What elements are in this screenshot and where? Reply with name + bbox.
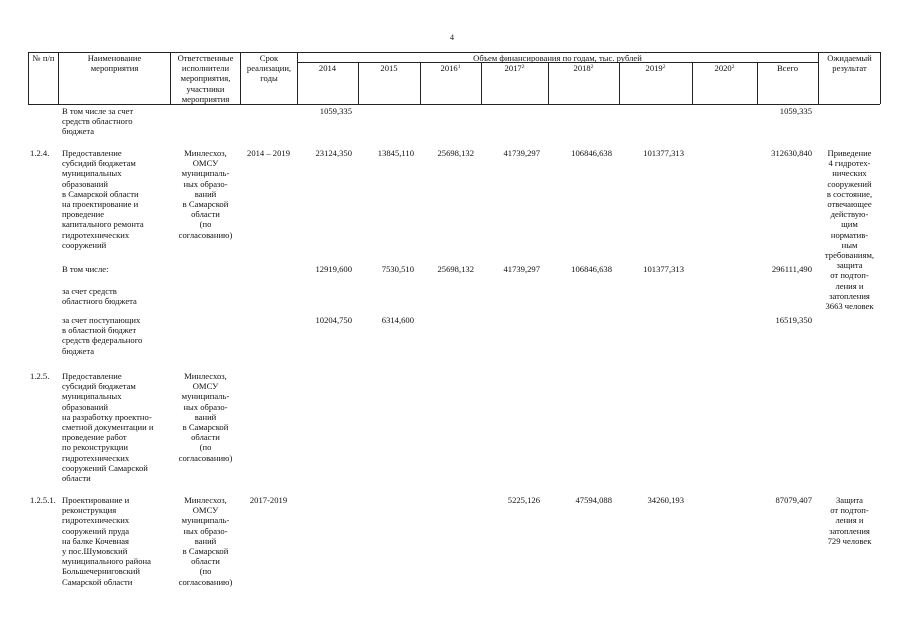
row-result: ным bbox=[841, 239, 858, 250]
row-value: 13845,110 bbox=[377, 148, 414, 158]
row-name: муниципальных bbox=[62, 391, 122, 402]
row-total: 312630,840 bbox=[771, 148, 812, 158]
row-name: сооружений Самарской bbox=[62, 462, 148, 473]
row-responsible: согласованию) bbox=[178, 229, 233, 240]
header-responsible: исполнители bbox=[181, 63, 230, 74]
header-year bbox=[358, 63, 420, 73]
row-name: сооружений пруда bbox=[62, 525, 130, 536]
header-year-label: 2016 bbox=[440, 63, 458, 73]
row-value: 12919,600 bbox=[315, 264, 352, 274]
row-result: Защита bbox=[835, 495, 863, 505]
row-name: Самарской области bbox=[62, 576, 133, 587]
row-responsible: (по bbox=[199, 442, 212, 453]
row-name: капитального ремонта bbox=[62, 219, 144, 230]
header-year-footnote: 2 bbox=[590, 64, 594, 70]
row-responsible: ных образо- bbox=[183, 525, 228, 536]
row-value: 106846,638 bbox=[571, 264, 612, 274]
row-result: нических bbox=[832, 168, 867, 179]
row-value: 25698,132 bbox=[437, 264, 474, 274]
header-year-label: 2018 bbox=[573, 63, 591, 73]
row-number: 1.2.4. bbox=[30, 148, 50, 158]
row-result: действую- bbox=[830, 209, 869, 220]
row-name: проведение работ bbox=[62, 432, 127, 443]
header-term: реализации, bbox=[246, 63, 292, 74]
row-responsible: ных образо- bbox=[183, 178, 228, 189]
row-name: образований bbox=[62, 401, 108, 412]
row-number: 1.2.5.1. bbox=[30, 495, 56, 505]
header-year-label: 2019 bbox=[645, 63, 663, 73]
row-name: на проектирование и bbox=[62, 199, 139, 209]
row-name: проведение bbox=[62, 209, 105, 220]
row-value: 25698,132 bbox=[437, 148, 474, 158]
row-result: от подтоп- bbox=[830, 505, 869, 516]
header-year bbox=[481, 63, 548, 73]
header-name: мероприятия bbox=[90, 63, 139, 74]
row-responsible: муниципаль- bbox=[181, 391, 230, 402]
row-result: в состояние, bbox=[826, 188, 873, 199]
row-value: 47594,088 bbox=[575, 495, 612, 505]
row-name: В том числе: bbox=[62, 264, 109, 274]
row-name: гидротехнических bbox=[62, 229, 130, 240]
row-responsible: ОМСУ bbox=[192, 505, 219, 516]
row-name: области bbox=[62, 473, 91, 483]
row-term: 2014 – 2019 bbox=[247, 148, 290, 158]
row-responsible: Минлесхоз, bbox=[184, 371, 227, 381]
header-year bbox=[297, 63, 358, 73]
header-responsible: мероприятия, bbox=[180, 73, 231, 84]
row-result: затопления bbox=[829, 290, 870, 301]
row-name: сооружений bbox=[62, 239, 107, 250]
row-name: на разработку проектно- bbox=[62, 411, 152, 422]
row-name: в областной бюджет bbox=[62, 325, 137, 336]
header-year-footnote: 1 bbox=[457, 64, 461, 70]
row-name: за счет поступающих bbox=[62, 315, 141, 325]
header-name: Наименование bbox=[87, 53, 142, 63]
row-value-2014: 1059,335 bbox=[319, 106, 352, 116]
row-name: субсидий бюджетам bbox=[62, 381, 136, 392]
row-responsible: в Самарской bbox=[182, 199, 229, 209]
header-year-label: 2015 bbox=[380, 63, 398, 73]
row-result: затопления bbox=[829, 525, 870, 536]
row-responsible: в Самарской bbox=[182, 546, 229, 556]
row-name: муниципального района bbox=[62, 556, 151, 567]
row-responsible: ваний bbox=[194, 535, 217, 546]
row-name: на балке Кочевная bbox=[62, 535, 129, 546]
row-name: средств федерального bbox=[62, 335, 143, 346]
header-term: годы bbox=[260, 73, 278, 84]
row-name: образований bbox=[62, 178, 108, 189]
row-value: 106846,638 bbox=[571, 148, 612, 158]
row-name: реконструкция bbox=[62, 505, 117, 516]
row-result: ления и bbox=[835, 515, 864, 526]
row-name: сметной документации и bbox=[62, 422, 154, 432]
row-responsible: согласованию) bbox=[178, 452, 233, 463]
row-name: бюджета bbox=[62, 126, 95, 137]
row-responsible: муниципаль- bbox=[181, 515, 230, 526]
header-responsible: участники bbox=[186, 83, 225, 94]
row-responsible: Минлесхоз, bbox=[184, 495, 227, 505]
header-year-footnote: 2 bbox=[521, 64, 525, 70]
row-total: 296111,490 bbox=[771, 264, 812, 274]
row-value: 7530,510 bbox=[381, 264, 414, 274]
row-responsible: области bbox=[191, 432, 220, 443]
row-value: 101377,313 bbox=[643, 148, 684, 158]
row-name: В том числе за счет bbox=[62, 106, 134, 116]
header-num: № п/п bbox=[32, 53, 55, 63]
row-value: 6314,600 bbox=[381, 315, 414, 325]
row-value: 41739,297 bbox=[503, 148, 540, 158]
row-result: 4 гидротех- bbox=[828, 158, 871, 169]
row-responsible: области bbox=[191, 556, 220, 567]
header-year-footnote: 2 bbox=[731, 64, 735, 70]
row-result: щим bbox=[841, 219, 858, 230]
row-total: 16519,350 bbox=[775, 315, 812, 325]
header-year-footnote: 2 bbox=[662, 64, 666, 70]
row-value: 101377,313 bbox=[643, 264, 684, 274]
row-responsible: области bbox=[191, 209, 220, 220]
row-name: по реконструкции bbox=[62, 442, 128, 453]
header-result: Ожидаемый bbox=[827, 53, 872, 63]
row-result: ления и bbox=[835, 280, 864, 291]
row-responsible: (по bbox=[199, 219, 212, 230]
row-responsible: Минлесхоз, bbox=[184, 148, 227, 158]
row-name: средств областного bbox=[62, 116, 133, 127]
row-name: муниципальных bbox=[62, 168, 122, 179]
header-year bbox=[420, 63, 481, 73]
row-responsible: ных образо- bbox=[183, 401, 228, 412]
row-name: бюджета bbox=[62, 345, 95, 356]
header-year bbox=[619, 63, 692, 73]
row-value: 23124,350 bbox=[315, 148, 352, 158]
row-responsible: в Самарской bbox=[182, 422, 229, 432]
row-responsible: ОМСУ bbox=[192, 158, 219, 169]
row-total: 1059,335 bbox=[779, 106, 812, 116]
header-column-rule bbox=[880, 52, 881, 104]
row-result: требованиям, bbox=[824, 250, 875, 260]
header-volume: Объем финансирования по годам, тыс. рублей bbox=[473, 53, 642, 63]
row-result: 3663 человек bbox=[825, 301, 874, 311]
row-responsible: ваний bbox=[194, 188, 217, 199]
row-responsible: ваний bbox=[194, 411, 217, 422]
row-result: Приведение bbox=[827, 148, 872, 158]
row-result: от подтоп- bbox=[830, 270, 869, 281]
header-year bbox=[692, 63, 757, 73]
row-responsible: ОМСУ bbox=[192, 381, 219, 392]
row-value: 10204,750 bbox=[315, 315, 352, 325]
row-name: за счет средств bbox=[62, 286, 117, 296]
row-result: 729 человек bbox=[827, 535, 872, 546]
header-result: результат bbox=[832, 63, 867, 74]
row-name: Проектирование и bbox=[62, 495, 130, 505]
row-value: 34260,193 bbox=[647, 495, 684, 505]
row-result: отвечающее bbox=[827, 199, 872, 209]
header-term: Срок bbox=[259, 53, 279, 63]
row-responsible: согласованию) bbox=[178, 576, 233, 587]
header-responsible: Ответственные bbox=[177, 53, 234, 63]
row-name: субсидий бюджетам bbox=[62, 158, 136, 169]
row-term: 2017-2019 bbox=[249, 495, 288, 505]
row-value: 41739,297 bbox=[503, 264, 540, 274]
page-number: 4 bbox=[450, 33, 454, 42]
row-name: Предоставление bbox=[62, 148, 122, 158]
header-year bbox=[548, 63, 619, 73]
header-responsible: мероприятия bbox=[181, 93, 230, 104]
row-result: защита bbox=[836, 260, 863, 271]
row-number: 1.2.5. bbox=[30, 371, 50, 381]
row-name: Большечерниговский bbox=[62, 566, 140, 577]
header-total: Всего bbox=[776, 63, 799, 73]
row-name: гидротехнических bbox=[62, 515, 130, 526]
header-year-label: 2020 bbox=[714, 63, 732, 73]
row-responsible: (по bbox=[199, 566, 212, 577]
row-result: норматив- bbox=[830, 229, 869, 240]
row-name: в Самарской области bbox=[62, 188, 139, 199]
header-bottom-rule bbox=[28, 104, 880, 105]
row-responsible: муниципаль- bbox=[181, 168, 230, 179]
row-name: у пос.Шумовский bbox=[62, 546, 128, 556]
row-total: 87079,407 bbox=[775, 495, 812, 505]
row-result: сооружений bbox=[827, 178, 872, 189]
row-name: областного бюджета bbox=[62, 296, 137, 307]
row-name: Предоставление bbox=[62, 371, 122, 381]
row-name: гидротехнических bbox=[62, 452, 130, 463]
header-year-label: 2014 bbox=[318, 63, 337, 73]
row-value: 5225,126 bbox=[507, 495, 540, 505]
header-year-label: 2017 bbox=[504, 63, 522, 73]
